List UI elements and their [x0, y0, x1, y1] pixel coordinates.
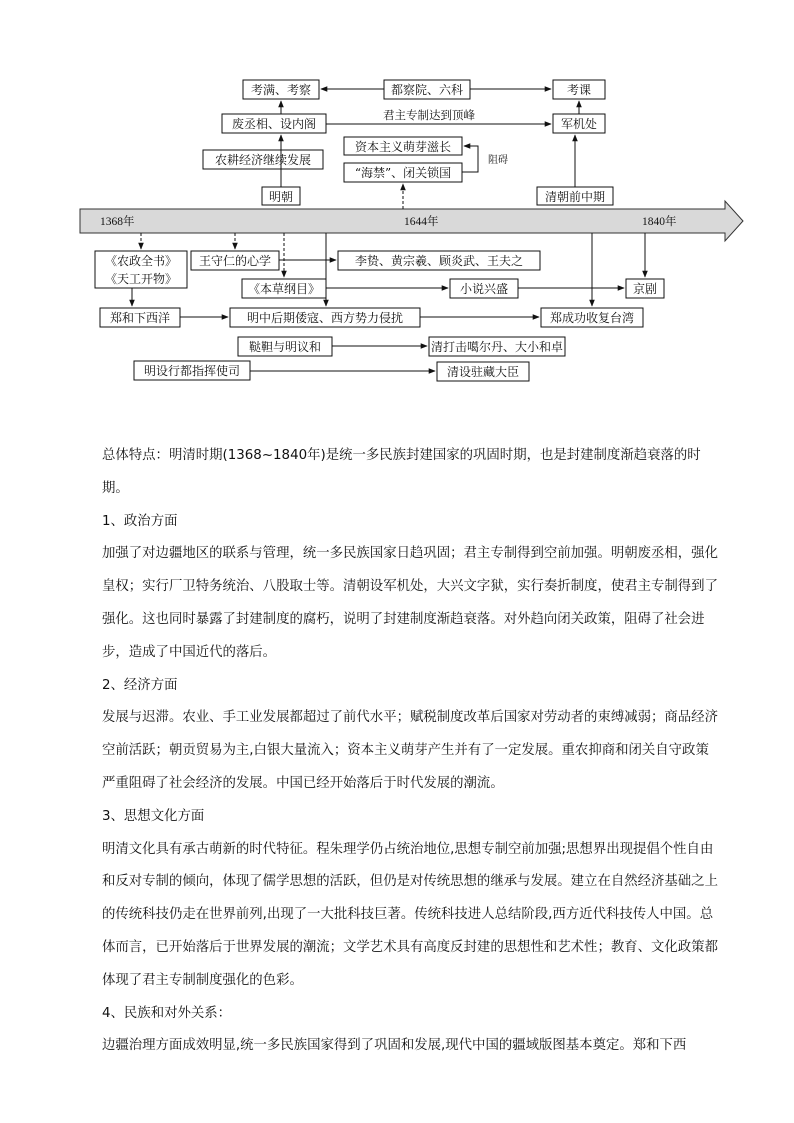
section-text-economy: 发展与迟滞。农业、手工业发展都超过了前代水平；赋税制度改革后国家对劳动者的束缚减弱；商品经济空前活跃；朝贡贸易为主,白银大量流入；资本主义萌芽产生并有了一定发展。重农抑商和闭关自守政策严重阻碍了社会经济的发展。中国已经开始落后于时代发展的潮流。: [102, 710, 718, 791]
section-heading-culture: 3、思想文化方面: [102, 808, 205, 824]
box-junji-text: 军机处: [560, 117, 598, 131]
section-heading-politics: 1、政治方面: [102, 513, 178, 529]
box-zhenghe-text: 郑和下西洋: [109, 311, 171, 325]
year-1644: 1644年: [404, 216, 439, 228]
box-qing-text: 清朝前中期: [544, 190, 606, 204]
box-tiangong-text: 《天工开物》: [104, 272, 178, 286]
section-text-culture: 明清文化具有承古萌新的时代特征。程朱理学仍占统治地位,思想专制空前加强;思想界出现提倡个性自由和反对专制的倾向，体现了儒学思想的活跃，但仍是对传统思想的继承与发展。建立在自然经济基础之上的传统科技仍走在世界前列,出现了一大批科技巨著。传统科技进人总结阶段,西方近代科技传人中国。总体而言，已开始落后于世界发展的潮流；文学艺术具有高度反封建的思想性和艺术性；教育、文化政策都体现了君主专制制度强化的色彩。: [102, 841, 718, 988]
section-heading-ethnic: 4、民族和对外关系：: [102, 1005, 232, 1021]
box-haijin-text: “海禁”、闭关锁国: [354, 166, 452, 180]
body-text: [102, 440, 718, 1063]
ming-qing-timeline-diagram: [0, 0, 794, 400]
box-kaoke-text: 考课: [566, 83, 592, 97]
box-zhucang-text: 清设驻藏大臣: [446, 365, 520, 379]
box-galdan-text: 清打击噶尔丹、大小和卓: [430, 340, 564, 354]
section-heading-economy: 2、经济方面: [102, 677, 178, 693]
box-wokou-text: 明中后期倭寇、西方势力侵扰: [246, 311, 404, 325]
year-1840: 1840年: [642, 216, 677, 228]
box-fei-cheng-text: 废丞相、设内阁: [231, 117, 317, 131]
box-bencao-text: 《本草纲目》: [247, 282, 321, 296]
label-zuai: 阻碍: [488, 155, 508, 166]
label-junzhu-zhuanzhi: 君主专制达到顶峰: [383, 108, 475, 122]
box-jingju-text: 京剧: [632, 282, 658, 296]
box-duchayuan-text: 都察院、六科: [390, 83, 464, 97]
box-wangshouren-text: 王守仁的心学: [198, 254, 272, 268]
box-xiaoshuo-text: 小说兴盛: [459, 282, 509, 296]
box-zibenzhuyi-text: 资本主义萌芽滋长: [354, 140, 452, 154]
section-text-politics: 加强了对边疆地区的联系与管理，统一多民族国家日趋巩固；君主专制得到空前加强。明朝废丞相，强化皇权；实行厂卫特务统治、八股取士等。清朝设军机处，大兴文字狱，实行奏折制度，使君主专制得到了强化。这也同时暴露了封建制度的腐朽，说明了封建制度渐趋衰落。对外趋向闭关政策，阻碍了社会进步，造成了中国近代的落后。: [102, 546, 718, 660]
summary-paragraph: 总体特点：明清时期(1368~1840年)是统一多民族封建国家的巩固时期，也是封建制度渐趋衰落的时期。: [102, 448, 701, 496]
box-ming-text: 明朝: [268, 190, 294, 204]
box-nongzheng-text: 《农政全书》: [104, 254, 178, 268]
box-taiwan-text: 郑成功收复台湾: [549, 311, 635, 325]
box-dada-text: 鞑靼与明议和: [248, 340, 322, 354]
section-text-ethnic: 边疆治理方面成效明显,统一多民族国家得到了巩固和发展,现代中国的疆域版图基本奠定。郑和下西: [102, 1038, 687, 1054]
box-lizhi-text: 李贽、黄宗羲、顾炎武、王夫之: [354, 254, 524, 268]
box-kaoman-text: 考满、考察: [250, 83, 312, 97]
year-1368: 1368年: [100, 216, 135, 228]
box-duzhihui-text: 明设行都指挥使司: [143, 364, 241, 378]
box-nonggeng-text: 农耕经济继续发展: [214, 153, 312, 167]
